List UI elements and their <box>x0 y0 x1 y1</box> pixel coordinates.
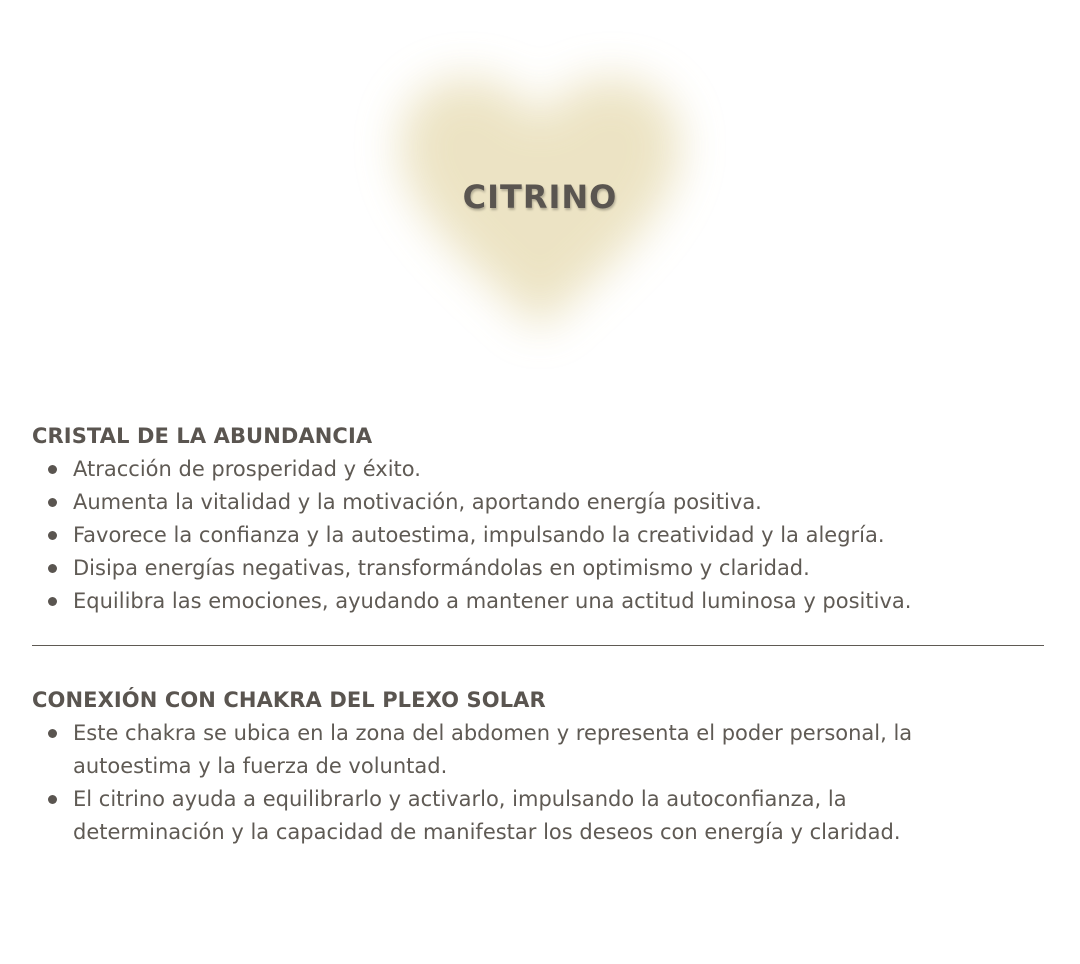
chakra-section <box>32 684 1047 849</box>
bullet-icon <box>48 597 57 606</box>
hero-banner <box>340 30 740 390</box>
list-item <box>32 717 998 783</box>
section-heading-abundance: CRISTAL DE LA ABUNDANCIA <box>32 424 373 448</box>
list-item <box>32 552 1047 585</box>
section-heading-chakra: CONEXIÓN CON CHAKRA DEL PLEXO SOLAR <box>32 688 546 712</box>
bullet-icon <box>48 564 57 573</box>
list-item-text: Disipa energías negativas, transformándolas en optimismo y claridad. <box>73 556 810 580</box>
chakra-list <box>32 717 1047 849</box>
list-item <box>32 783 998 849</box>
bullet-icon <box>48 498 57 507</box>
list-item-text: Equilibra las emociones, ayudando a mantener una actitud luminosa y positiva. <box>73 589 912 613</box>
abundance-list <box>32 453 1047 618</box>
bullet-icon <box>48 465 57 474</box>
list-item-text: El citrino ayuda a equilibrarlo y activarlo, impulsando la autoconfianza, la determinación y la capacidad de manifestar los deseos con energía y claridad. <box>73 787 901 844</box>
bullet-icon <box>48 531 57 540</box>
list-item <box>32 585 1047 618</box>
section-divider <box>32 645 1044 646</box>
list-item <box>32 453 1047 486</box>
list-item <box>32 486 1047 519</box>
list-item-text: Aumenta la vitalidad y la motivación, aportando energía positiva. <box>73 490 762 514</box>
bullet-icon <box>48 795 57 804</box>
page-title: CITRINO <box>462 178 618 216</box>
list-item-text: Favorece la confianza y la autoestima, impulsando la creatividad y la alegría. <box>73 523 885 547</box>
abundance-section <box>32 420 1047 618</box>
list-item-text: Este chakra se ubica en la zona del abdomen y representa el poder personal, la autoestima y la fuerza de voluntad. <box>73 721 913 778</box>
bullet-icon <box>48 729 57 738</box>
list-item-text: Atracción de prosperidad y éxito. <box>73 457 421 481</box>
list-item <box>32 519 1047 552</box>
